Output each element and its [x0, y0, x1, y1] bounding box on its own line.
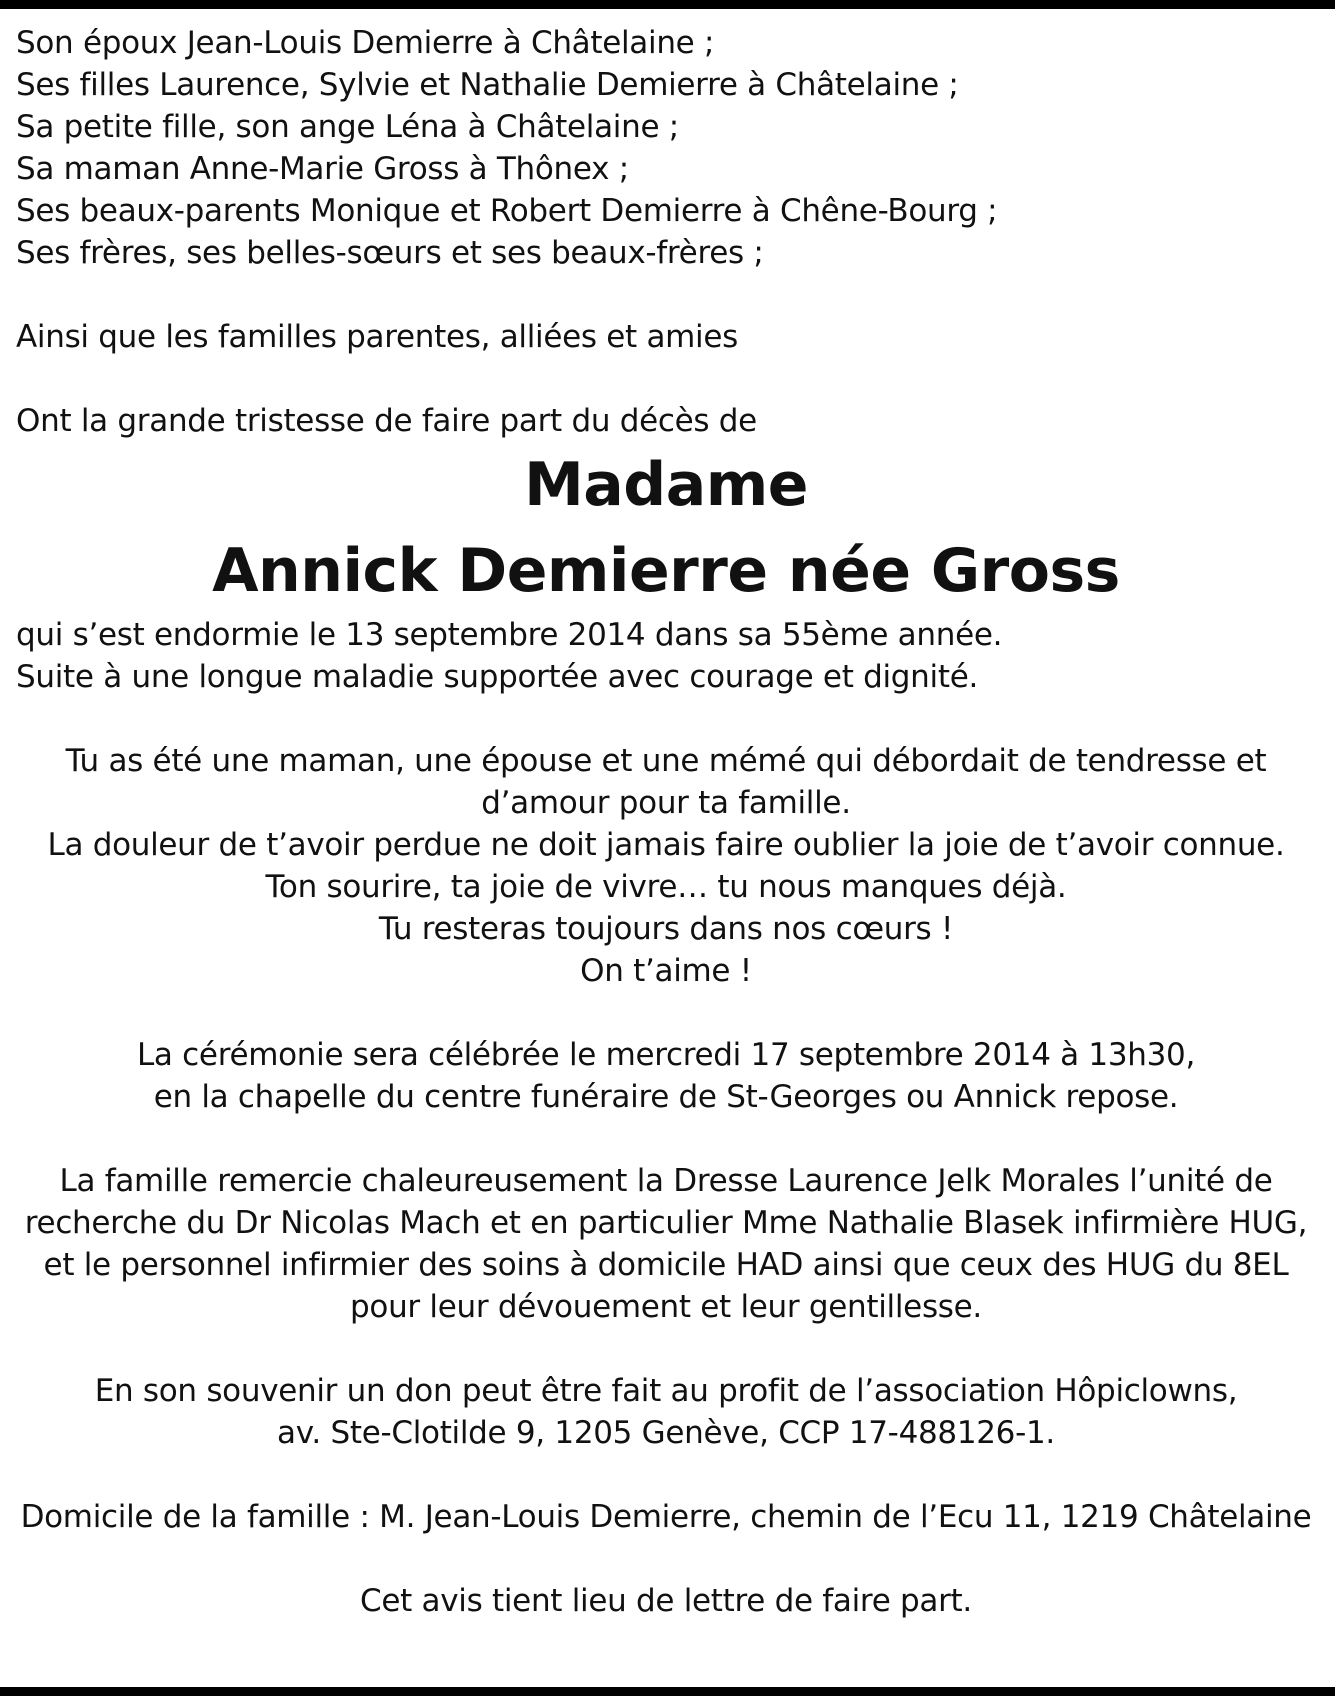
family-member-line: Ses beaux-parents Monique et Robert Demierre à Chêne-Bourg ;: [16, 193, 998, 229]
spacer: [16, 1328, 1316, 1370]
deceased-name-block: [16, 442, 1316, 614]
deceased-name: Annick Demierre née Gross: [212, 536, 1120, 606]
announcement-line: Ont la grande tristesse de faire part du décès de: [16, 403, 757, 439]
spacer: [16, 1454, 1316, 1496]
death-info-line: qui s’est endormie le 13 septembre 2014 dans sa 55ème année.: [16, 617, 1003, 653]
thanks-line: recherche du Dr Nicolas Mach et en particulier Mme Nathalie Blasek infirmière HUG,: [24, 1205, 1308, 1241]
bottom-rule: [0, 1687, 1335, 1696]
family-domicile: Domicile de la famille : M. Jean-Louis Demierre, chemin de l’Ecu 11, 1219 Châtelaine: [20, 1499, 1312, 1535]
donation-line: av. Ste-Clotilde 9, 1205 Genève, CCP 17-488126-1.: [277, 1415, 1055, 1451]
tribute-line: La douleur de t’avoir perdue ne doit jamais faire oublier la joie de t’avoir connue.: [47, 827, 1285, 863]
thanks-line: et le personnel infirmier des soins à domicile HAD ainsi que ceux des HUG du 8EL: [43, 1247, 1289, 1283]
tribute-line: Tu as été une maman, une épouse et une mémé qui débordait de tendresse et: [65, 743, 1267, 779]
ceremony-line: en la chapelle du centre funéraire de St-Georges ou Annick repose.: [153, 1079, 1179, 1115]
thanks-paragraph: [16, 1160, 1316, 1328]
family-member-line: Sa maman Anne-Marie Gross à Thônex ;: [16, 151, 629, 187]
family-member-line: Son époux Jean-Louis Demierre à Châtelaine ;: [16, 25, 715, 61]
ceremony-line: La cérémonie sera célébrée le mercredi 17 septembre 2014 à 13h30,: [136, 1037, 1196, 1073]
spacer: [16, 274, 1316, 316]
family-members-list: [16, 22, 1316, 274]
tribute-line: On t’aime !: [580, 953, 752, 989]
spacer: [16, 698, 1316, 740]
spacer: [16, 1538, 1316, 1580]
death-info: [16, 614, 1316, 698]
deceased-title: Madame: [524, 450, 808, 520]
tribute-paragraph: [16, 740, 1316, 992]
spacer: [16, 992, 1316, 1034]
tribute-line: Tu resteras toujours dans nos cœurs !: [378, 911, 954, 947]
tribute-line: d’amour pour ta famille.: [481, 785, 851, 821]
tribute-line: Ton sourire, ta joie de vivre… tu nous manques déjà.: [265, 869, 1067, 905]
family-member-line: Ses frères, ses belles-sœurs et ses beaux-frères ;: [16, 235, 764, 271]
thanks-line: pour leur dévouement et leur gentillesse.: [350, 1289, 982, 1325]
family-member-line: Sa petite fille, son ange Léna à Châtelaine ;: [16, 109, 679, 145]
spacer: [16, 1118, 1316, 1160]
death-info-line: Suite à une longue maladie supportée avec courage et dignité.: [16, 659, 979, 695]
ceremony-paragraph: [16, 1034, 1316, 1118]
family-member-line: Ses filles Laurence, Sylvie et Nathalie Demierre à Châtelaine ;: [16, 67, 959, 103]
thanks-line: La famille remercie chaleureusement la Dresse Laurence Jelk Morales l’unité de: [59, 1163, 1273, 1199]
closing-line: Cet avis tient lieu de lettre de faire part.: [360, 1583, 972, 1619]
donation-paragraph: [16, 1370, 1316, 1454]
top-rule: [0, 0, 1335, 9]
obituary-notice: [16, 22, 1316, 1622]
spacer: [16, 358, 1316, 400]
families-line: Ainsi que les familles parentes, alliées et amies: [16, 319, 738, 355]
donation-line: En son souvenir un don peut être fait au profit de l’association Hôpiclowns,: [94, 1373, 1238, 1409]
